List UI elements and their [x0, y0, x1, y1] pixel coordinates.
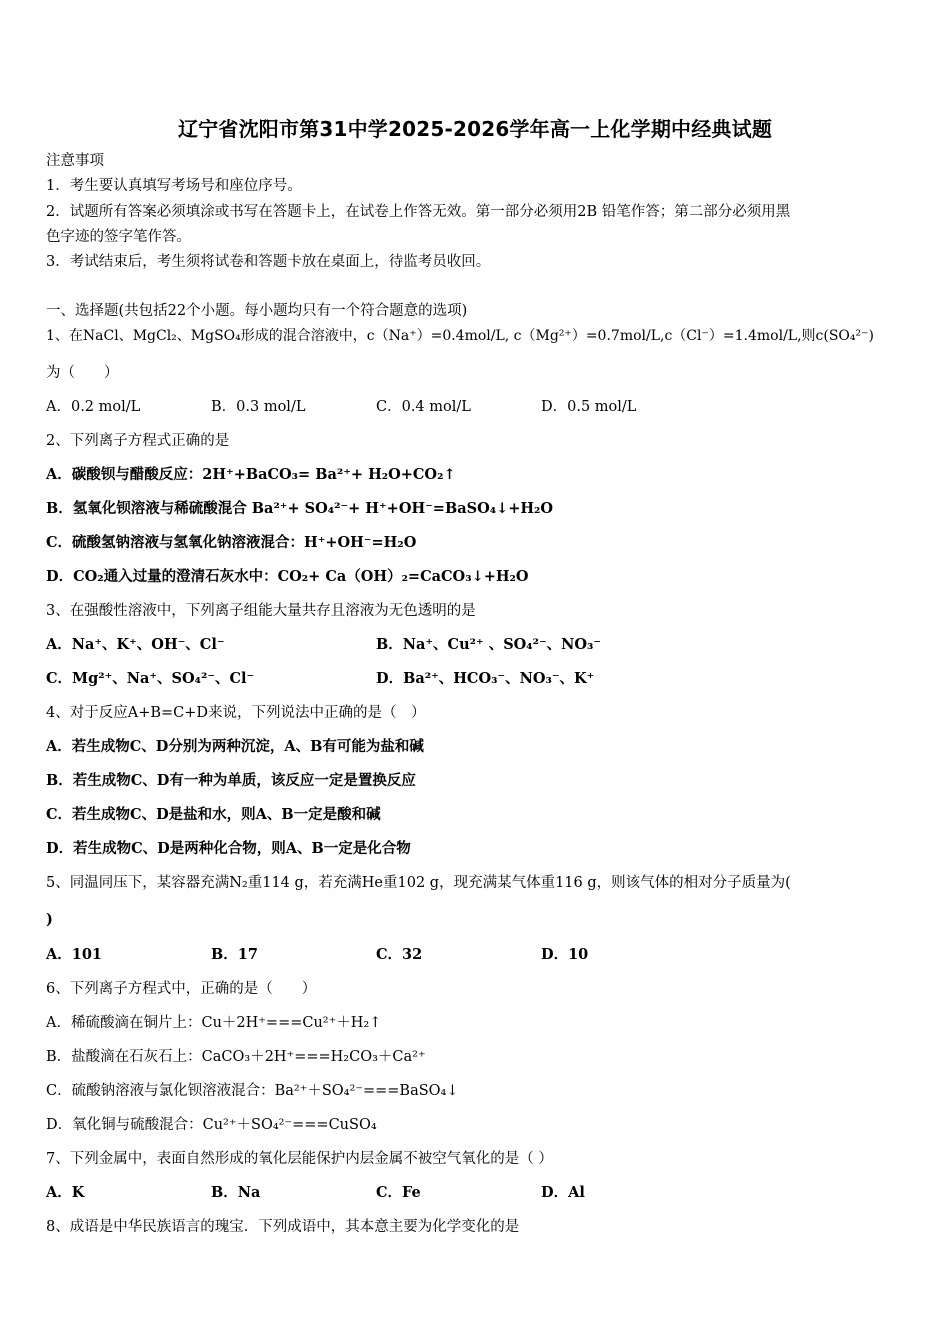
q1-option-a[interactable]: A．0.2 mol/L [46, 399, 141, 415]
notice-item-2: 2．试题所有答案必须填涂或书写在答题卡上，在试卷上作答无效。第一部分必须用2B 铅笔作答；第二部分必须用黑 [46, 204, 791, 220]
q4-stem: 4、对于反应A+B=C+D来说，下列说法中正确的是（ ） [46, 705, 426, 721]
section-heading: 一、选择题(共包括22个小题。每小题均只有一个符合题意的选项) [46, 303, 468, 319]
q4-option-b[interactable]: B．若生成物C、D有一种为单质，该反应一定是置换反应 [46, 772, 416, 789]
q7-option-d[interactable]: D．Al [541, 1184, 585, 1201]
q1-option-c[interactable]: C．0.4 mol/L [376, 399, 471, 415]
q3-option-b[interactable]: B．Na⁺、Cu²⁺ 、SO₄²⁻、NO₃⁻ [376, 636, 602, 653]
q5-option-b[interactable]: B．17 [211, 946, 258, 963]
notice-item-3: 3．考试结束后，考生须将试卷和答题卡放在桌面上，待监考员收回。 [46, 254, 491, 270]
q1-stem-cont: 为（ ） [46, 365, 119, 381]
q3-option-a[interactable]: A．Na⁺、K⁺、OH⁻、Cl⁻ [46, 636, 225, 653]
q6-stem: 6、下列离子方程式中，正确的是（ ） [46, 981, 317, 997]
notice-heading: 注意事项 [46, 153, 104, 169]
notice-item-1: 1．考生要认真填写考场号和座位序号。 [46, 178, 302, 194]
q6-option-d[interactable]: D．氧化铜与硫酸混合：Cu²⁺＋SO₄²⁻===CuSO₄ [46, 1117, 377, 1133]
q5-stem-cont: ) [46, 911, 53, 928]
q6-option-a[interactable]: A．稀硫酸滴在铜片上：Cu＋2H⁺===Cu²⁺＋H₂↑ [46, 1015, 382, 1031]
q5-stem: 5、同温同压下，某容器充满N₂重114 g，若充满He重102 g，现充满某气体重116 g，则该气体的相对分子质量为( [46, 875, 791, 891]
q7-stem: 7、下列金属中，表面自然形成的氧化层能保护内层金属不被空气氧化的是（ ） [46, 1151, 553, 1167]
q7-option-c[interactable]: C．Fe [376, 1184, 421, 1201]
q4-option-d[interactable]: D．若生成物C、D是两种化合物，则A、B一定是化合物 [46, 840, 411, 857]
q6-option-c[interactable]: C．硫酸钠溶液与氯化钡溶液混合：Ba²⁺＋SO₄²⁻===BaSO₄↓ [46, 1083, 459, 1099]
q6-option-b[interactable]: B．盐酸滴在石灰石上：CaCO₃＋2H⁺===H₂CO₃＋Ca²⁺ [46, 1049, 426, 1065]
q4-option-c[interactable]: C．若生成物C、D是盐和水，则A、B一定是酸和碱 [46, 806, 381, 823]
notice-item-2-cont: 色字迹的签字笔作答。 [46, 229, 191, 245]
q1-option-b[interactable]: B．0.3 mol/L [211, 399, 306, 415]
q1-stem: 1、在NaCl、MgCl₂、MgSO₄形成的混合溶液中，c（Na⁺）=0.4mol/L, c（Mg²⁺）=0.7mol/L,c（Cl⁻）=1.4mol/L,则c(SO₄²⁻) [46, 328, 874, 344]
q3-option-d[interactable]: D．Ba²⁺、HCO₃⁻、NO₃⁻、K⁺ [376, 670, 595, 687]
q4-option-a[interactable]: A．若生成物C、D分别为两种沉淀，A、B有可能为盐和碱 [46, 738, 424, 755]
q3-option-c[interactable]: C．Mg²⁺、Na⁺、SO₄²⁻、Cl⁻ [46, 670, 255, 687]
page-title: 辽宁省沈阳市第31中学2025-2026学年高一上化学期中经典试题 [177, 117, 773, 141]
q5-option-a[interactable]: A．101 [46, 946, 103, 963]
q3-stem: 3、在强酸性溶液中，下列离子组能大量共存且溶液为无色透明的是 [46, 603, 476, 619]
q2-option-d[interactable]: D．CO₂通入过量的澄清石灰水中：CO₂+ Ca（OH）₂=CaCO₃↓+H₂O [46, 568, 529, 585]
q5-option-c[interactable]: C．32 [376, 946, 423, 963]
q8-stem: 8、成语是中华民族语言的瑰宝．下列成语中，其本意主要为化学变化的是 [46, 1219, 520, 1235]
q2-option-b[interactable]: B．氢氧化钡溶液与稀硫酸混合 Ba²⁺+ SO₄²⁻+ H⁺+OH⁻=BaSO₄↓+H₂O [46, 500, 554, 517]
q2-option-c[interactable]: C．硫酸氢钠溶液与氢氧化钠溶液混合：H⁺+OH⁻=H₂O [46, 534, 417, 551]
q5-option-d[interactable]: D．10 [541, 946, 589, 963]
q1-option-d[interactable]: D．0.5 mol/L [541, 399, 637, 415]
q2-option-a[interactable]: A．碳酸钡与醋酸反应：2H⁺+BaCO₃= Ba²⁺+ H₂O+CO₂↑ [46, 466, 456, 483]
q7-option-b[interactable]: B．Na [211, 1184, 261, 1201]
q7-option-a[interactable]: A．K [46, 1184, 85, 1201]
q2-stem: 2、下列离子方程式正确的是 [46, 433, 230, 449]
